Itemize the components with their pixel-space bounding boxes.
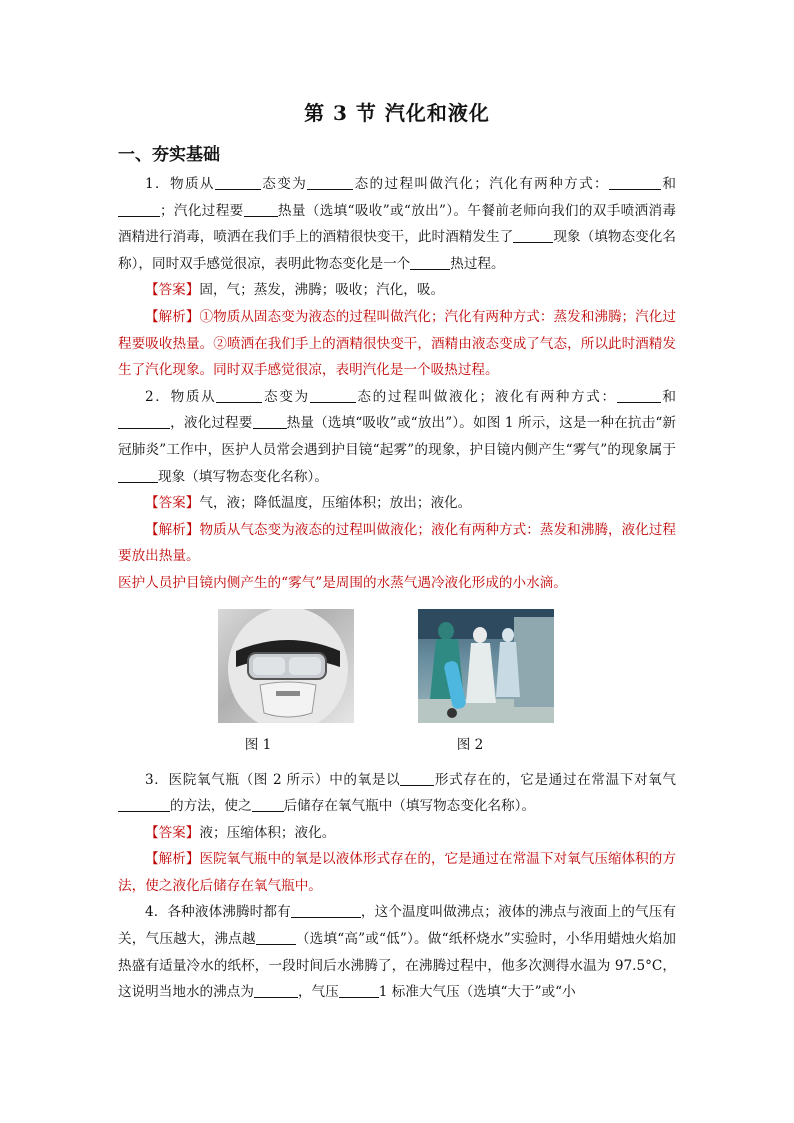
q1-text: 热过程。 (450, 255, 505, 272)
answer-blank[interactable] (118, 412, 170, 429)
answer-blank[interactable] (118, 795, 170, 812)
q2-text: 态变为 (262, 388, 310, 405)
answer-blank[interactable] (253, 412, 287, 429)
answer-blank[interactable] (339, 981, 379, 998)
analysis-tag: 【解析】 (145, 521, 200, 538)
figure-row (118, 601, 676, 767)
q2-text: 和 (660, 388, 677, 405)
q2-text: 现象（填写物态变化名称）。 (158, 468, 328, 485)
q3-text: 后储存在氧气瓶中（填写物态变化名称）。 (283, 798, 536, 815)
figure-1-image (218, 609, 354, 723)
figure-1-caption: 图 1 (244, 736, 272, 753)
analysis-tag: 【解析】 (145, 308, 200, 325)
q2-text: 热量（选填“吸收”或“放出”）。如图 1 所示，这是一种在抗击“新冠肺炎”工作中，医护人员常会遇到护目镜“起雾”的现象，护目镜内侧产生“雾气”的现象属于 (118, 415, 676, 458)
figure-2-image (418, 609, 554, 723)
q4-text: ，气压 (297, 984, 339, 1001)
answer-text: 固，气；蒸发，沸腾；吸收；汽化，吸。 (199, 282, 445, 299)
question-2 (118, 384, 676, 490)
q1-text: 热量（选填“吸收”或“放出”）。午餐前老师向我们的双手喷洒消毒酒精进行消毒，喷洒在我们手上的酒精很快变干，此时酒精发生了 (118, 202, 676, 246)
q3-text: 的方法，使之 (170, 798, 252, 815)
q1-text: ；汽化过程要 (160, 202, 244, 219)
answer-blank[interactable] (244, 200, 278, 217)
q3-answer (118, 820, 676, 847)
content-body (118, 171, 676, 1006)
answer-blank[interactable] (254, 981, 298, 998)
question-1 (118, 171, 676, 277)
q4-text: 1 标准大气压（选填“大于”或“小 (378, 984, 576, 1001)
answer-blank[interactable] (307, 173, 353, 190)
q4-text: （选填“高”或“低”）。做“纸杯烧水”实验时，小华用蜡烛火焰加热盛有适量冷水的纸杯，一段时间后水沸腾了，在沸腾过程中，他多次测得水温为 97.5°C，这说明当地水的沸点为 (118, 931, 677, 1001)
answer-blank[interactable] (256, 928, 296, 945)
answer-text: 液；压缩体积；液化。 (199, 824, 336, 841)
answer-blank[interactable] (310, 386, 356, 403)
q3-text: 形式存在的，它是通过在常温下对氧气 (434, 771, 676, 788)
q4-text: ，这个温度叫做沸点；液体的沸点与液面上的气压有关，气压越大，沸点越 (118, 904, 677, 948)
answer-tag: 【答案】 (145, 495, 200, 512)
figure-2-caption: 图 2 (456, 736, 484, 753)
analysis-tag: 【解析】 (145, 851, 200, 868)
answer-tag: 【答案】 (145, 282, 200, 299)
answer-tag: 【答案】 (145, 824, 200, 841)
answer-blank[interactable] (291, 901, 361, 918)
answer-blank[interactable] (609, 173, 661, 190)
q3-text: 3．医院氧气瓶（图 2 所示）中的氧是以 (145, 771, 401, 788)
q1-text: 1．物质从 (145, 176, 215, 192)
section-heading: 一、夯实基础 (118, 145, 220, 165)
answer-blank[interactable] (216, 386, 262, 403)
analysis-text: 物质从气态变为液态的过程叫做液化；液化有两种方式：蒸发和沸腾，液化过程要放出热量。 (118, 521, 677, 565)
answer-blank[interactable] (215, 173, 261, 190)
q1-text: 和 (661, 176, 676, 192)
answer-blank[interactable] (513, 226, 553, 243)
q1-text: 态的过程叫做汽化；汽化有两种方式： (353, 176, 610, 192)
q1-answer (118, 277, 676, 304)
answer-blank[interactable] (617, 386, 661, 403)
q2-analysis (118, 517, 676, 570)
answer-text: 气，液；降低温度，压缩体积；放出；液化。 (199, 495, 472, 512)
page-title: 第 3 节 汽化和液化 (304, 101, 490, 125)
q1-text: 现象（填物态变化名称），同时双手感觉很凉，表明此物态变化是一个 (118, 229, 677, 272)
q1-text: 态变为 (260, 176, 308, 192)
analysis-text: 医院氧气瓶中的氧是以液体形式存在的，它是通过在常温下对氧气压缩体积的方法，使之液化后储存在氧气瓶中。 (118, 851, 677, 894)
question-3 (118, 767, 676, 820)
answer-blank[interactable] (118, 200, 160, 217)
answer-blank[interactable] (252, 795, 284, 812)
q2-answer (118, 490, 676, 517)
q2-text: ，液化过程要 (170, 415, 253, 432)
q1-analysis (118, 304, 676, 384)
answer-blank[interactable] (410, 253, 450, 270)
analysis-text: ①物质从固态变为液态的过程叫做汽化；汽化有两种方式：蒸发和沸腾；汽化过程要吸收热量。②喷洒在我们手上的酒精很快变干，酒精由液态变成了气态，所以此时酒精发生了汽化现象。同时双手感觉很凉，表明汽化是一个吸热过程。 (118, 308, 677, 379)
q2-analysis-continued: 医护人员护目镜内侧产生的“雾气”是周围的水蒸气遇冷液化形成的小水滴。 (118, 574, 567, 591)
q3-analysis (118, 846, 676, 899)
answer-blank[interactable] (118, 466, 158, 483)
question-4 (118, 899, 676, 1005)
answer-blank[interactable] (400, 769, 434, 786)
q2-text: 态的过程叫做液化；液化有两种方式： (355, 388, 617, 405)
q2-text: 2．物质从 (145, 388, 217, 405)
q4-text: 4．各种液体沸腾时都有 (145, 904, 291, 921)
